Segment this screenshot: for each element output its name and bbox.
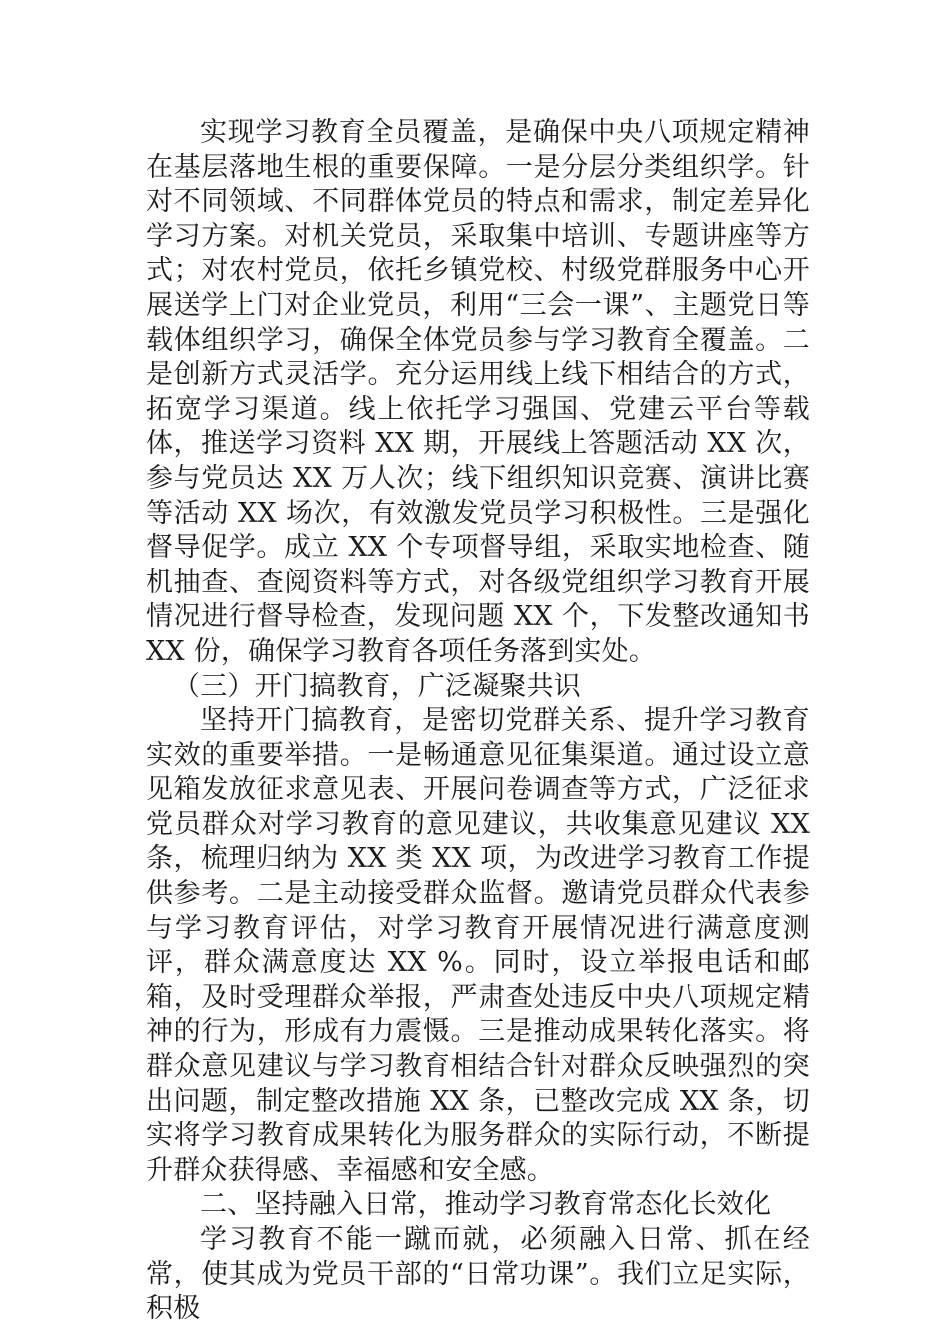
paragraph-daily-integration: 学习教育不能一蹴而就，必须融入日常、抓在经常，使其成为党员干部的“日常功课”。我们立足实际，积极 xyxy=(146,1224,810,1325)
section-heading-daily-integration: 二、坚持融入日常，推动学习教育常态化长效化 xyxy=(200,1189,772,1221)
section-heading-open-education: （三）开门搞教育，广泛凝聚共识 xyxy=(173,670,581,702)
paragraph-open-education: 坚持开门搞教育，是密切党群关系、提升学习教育实效的重要举措。一是畅通意见征集渠道。通过设立意见箱发放征求意见表、开展问卷调查等方式，广泛征求党员群众对学习教育的意见建议，共收集意见建议 XX 条，梳理归纳为 XX 类 XX 项，为改进学习教育工作提供参考。二是主动接受群众监督。邀请党员群众代表参与学习教育评估，对学习教育开展情况进行满意度测评，群众满意度达 XX %。同时，设立举报电话和邮箱，及时受理群众举报，严肃查处违反中央八项规定精神的行为，形成有力震慑。三是推动成果转化落实。将群众意见建议与学习教育相结合针对群众反映强烈的突出问题，制定整改措施 XX 条，已整改完成 XX 条，切实将学习教育成果转化为服务群众的实际行动，不断提升群众获得感、幸福感和安全感。 xyxy=(146,705,810,1186)
document-page xyxy=(146,116,810,1327)
paragraph-full-coverage: 实现学习教育全员覆盖，是确保中央八项规定精神在基层落地生根的重要保障。一是分层分类组织学。针对不同领域、不同群体党员的特点和需求，制定差异化学习方案。对机关党员，采取集中培训、专题讲座等方式；对农村党员，依托乡镇党校、村级党群服务中心开展送学上门对企业党员，利用“三会一课”、主题党日等载体组织学习，确保全体党员参与学习教育全覆盖。二是创新方式灵活学。充分运用线上线下相结合的方式，拓宽学习渠道。线上依托学习强国、党建云平台等载体，推送学习资料 XX 期，开展线上答题活动 XX 次，参与党员达 XX 万人次；线下组织知识竞赛、演讲比赛等活动 XX 场次，有效激发党员学习积极性。三是强化督导促学。成立 XX 个专项督导组，采取实地检查、随机抽查、查阅资料等方式，对各级党组织学习教育开展情况进行督导检查，发现问题 XX 个，下发整改通知书 XX 份，确保学习教育各项任务落到实处。 xyxy=(146,117,810,667)
